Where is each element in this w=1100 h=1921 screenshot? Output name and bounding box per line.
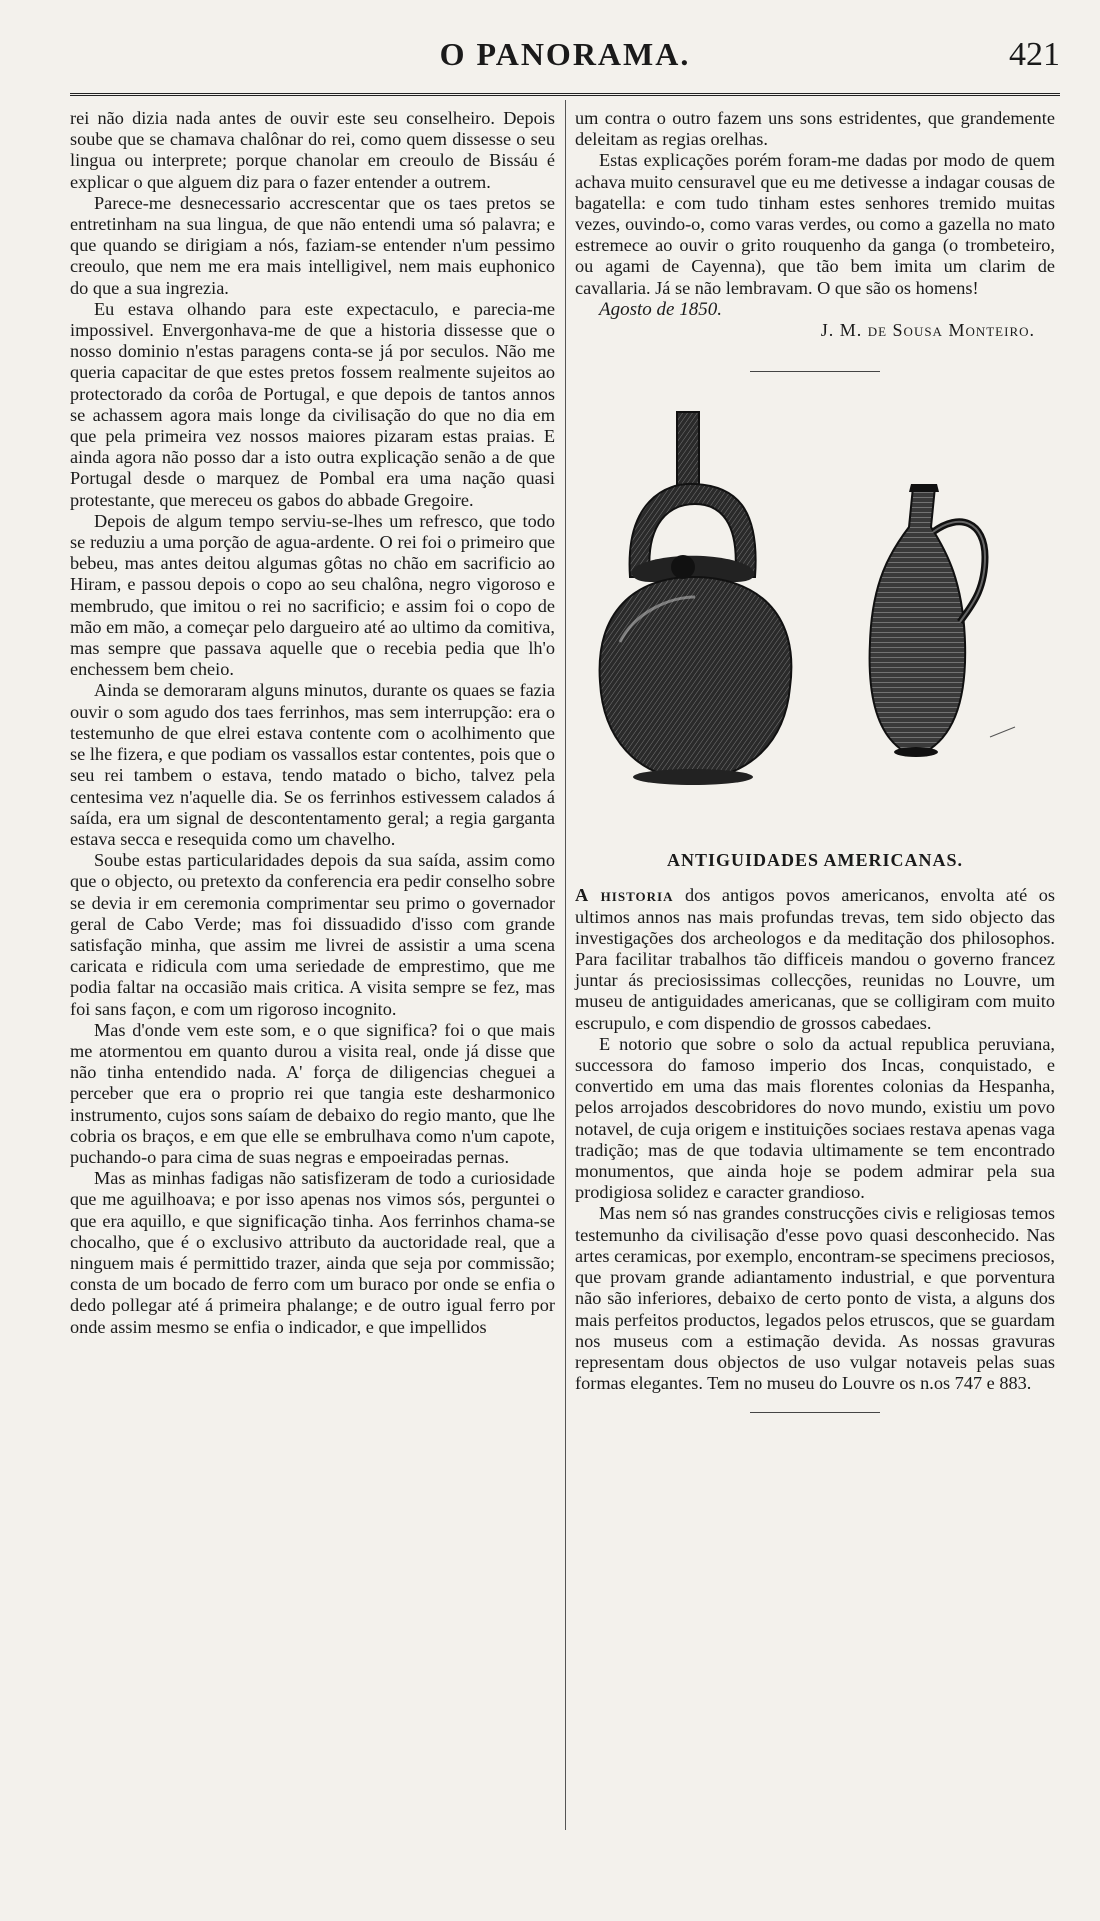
paragraph: um contra o outro fazem uns sons estridentes, que grandemente deleitam as regias orelhas. — [575, 108, 1055, 150]
right-column — [575, 108, 1055, 1413]
paragraph: Mas d'onde vem este som, e o que significa? foi o que mais me atormentou em quanto durou a visita real, onde já disse que não tinha entendido nada. A' força de diligencias cheguei a perceber que era o proprio rei que tangia este desharmonico instrumento, cujos sons saíam de debaixo do regio manto, que lhe cobria os braços, e em que elle se embrulhava como n'um capote, puchando-o para cima de suas negras e empoeiradas pernas. — [70, 1019, 555, 1167]
engraving-figure — [575, 392, 1055, 842]
paragraph: Soube estas particularidades depois da sua saída, assim como que o objecto, ou pretexto da conferencia era pedir conselho sobre se devia ir em ceremonia comprimentar seu primo o governador geral de Cabo Verde; mas foi dissuadido d'isso com grande satisfação minha, que assim me livrei de assistir a uma scena caricata e ridicula com uma seriedade de emprestimo, que me podia faltar na occasião mais critica. A visita sempre se fez, mas foi sans façon, e com um rigoroso incognito. — [70, 850, 555, 1019]
paragraph-text: dos antigos povos americanos, envolta até os ultimos annos nas mais profundas trevas, tem sido objecto das investigações dos archeologos e da meditação dos philosophos. Para facilitar trabalhos tão difficeis mandou o governo francez juntar ás preciosissimas collecções, reunidas no Louvre, um museu de antiguidades americanas, que se colligiram com muito escrupulo, e com dispendio de grossos cabedaes. — [575, 885, 1055, 1033]
section-rule — [750, 371, 880, 372]
ewer-vessel — [870, 484, 1015, 757]
newspaper-title: O PANORAMA. — [439, 36, 691, 72]
header-rule — [70, 93, 1060, 96]
paragraph: Estas explicações porém foram-me dadas por modo de quem achava muito censuravel que eu me detivesse a indagar cousas de bagatella: e com tudo tinham estes senhores tremido muitas vezes, ouvindo-o, como varas verdes, ou como a gazella no mato estremece ao ouvir o grito rouquenho da ganga (o trombeteiro, ou agami de Cayenna), que tão bem imita um clarim de cavallaria. Já se não lembravam. O que são os homens! — [575, 150, 1055, 298]
paragraph: Mas nem só nas grandes construcções civis e religiosas temos testemunho da civilisação d'esse povo quasi desconhecido. Nas artes ceramicas, por exemplo, encontram-se specimens preciosos, que provam grande adiantamento industrial, e que porventura não são inferiores, debaixo de certo ponto de vista, a alguns dos mais perfeitos productos, legados pelos etruscos, que se guardam nos museus com a estimação devida. As nossas gravuras representam dous objectos de uso vulgar notaveis pelas suas formas elegantes. Tem no museu do Louvre os n.os 747 e 883. — [575, 1203, 1055, 1394]
paragraph: Ainda se demoraram alguns minutos, durante os quaes se fazia ouvir o som agudo dos taes ferrinhos, mas sem interrupção: era o testemunho de que elrei estava contente com o acolhimento que se lhe fizera, e que podiam os vassallos estar contentes, pois que o seu rei tambem o estava, tendo matado o bicho, talvez pela centesima vez n'aquelle dia. Se os ferrinhos estivessem calados á saída, era um signal de descontentamento geral; a regia garganta estava secca e resequida como um chavelho. — [70, 680, 555, 849]
paragraph: E notorio que sobre o solo da actual republica peruviana, successora do famoso imperio dos Incas, conquistado, e convertido em uma das mais florentes colonias da Hespanha, pelos arrojados descobridores do novo mundo, existiu um povo notavel, de cuja origem e instituições sociaes restava apenas vaga tradição; mas de que todavia ultimamente se tem encontrado monumentos, que ainda hoje se podem admirar pela sua prodigiosa solidez e caracter grandioso. — [575, 1033, 1055, 1203]
column-divider — [565, 100, 566, 1830]
paragraph: Eu estava olhando para este expectaculo, e parecia-me impossivel. Envergonhava-me de que a historia dissesse que o nosso dominio n'estas paragens conta-se já por seculos. Não me queria capacitar de que estes pretos fossem realmente sujeitos ao protectorado da corôa de Portugal, e que depois de tantos annos se achassem agora mais longe da civilisação do que no dia em que pela primeira vez nossos maiores pizaram estas praias. E ainda agora não posso dar a isto outra explicação senão a de que Portugal desde o marquez de Pombal era uma nação quasi protestante, que mereceu os gabos do abbade Gregoire. — [70, 298, 555, 510]
left-column — [70, 108, 555, 1338]
author-signature: J. M. de Sousa Monteiro. — [820, 320, 1035, 341]
article-date: Agosto de 1850. — [599, 298, 722, 320]
stirrup-spout-vessel — [600, 412, 792, 785]
paragraph — [575, 885, 1055, 1033]
paragraph: Mas as minhas fadigas não satisfizeram de todo a curiosidade que me aguilhoava; e por isso apenas nos vimos sós, perguntei o que era aquillo, e que significação tinha. Aos ferrinhos chama-se chocalho, que é o exclusivo attributo da auctoridade real, que a ninguem mais é permittido trazer, ainda que seja por commissão; consta de um bocado de ferro com um buraco por onde se enfia o dedo pollegar até á primeira phalange; e de outro igual ferro por onde assim mesmo se enfia o indicador, e que impellidos — [70, 1168, 555, 1337]
page-number: 421 — [1009, 36, 1060, 73]
lead-caps: A historia — [575, 885, 674, 906]
paragraph: rei não dizia nada antes de ouvir este seu conselheiro. Depois soube que se chamava chalônar do rei, como quem dissesse o seu lingua ou interprete; porque chanolar em creoulo de Bissáu é explicar o que alguem diz para o fazer entender a outrem. — [70, 108, 555, 192]
paragraph: Depois de algum tempo serviu-se-lhes um refresco, que todo se reduziu a uma porção de agua-ardente. O rei foi o primeiro que bebeu, mas antes deitou algumas gôtas no chão em sacrificio ao Hiram, e passou depois o copo ao seu chalôna, negro vigoroso e membrudo, que imitou o rei no sacrificio; e assim foi o copo de mão em mão, a começar pelo dargueiro até ao ultimo da comitiva, mas sempre que passava aquelle que o recebia pedia que lh'o enchessem bem cheio. — [70, 510, 555, 680]
figure-caption: ANTIGUIDADES AMERICANAS. — [666, 850, 964, 871]
end-rule — [750, 1412, 880, 1413]
page-header — [70, 28, 1060, 88]
paragraph: Parece-me desnecessario accrescentar que os taes pretos se entretinham na sua lingua, de que não entendi uma só palavra; e que quando se dirigiam a nós, faziam-se entender n'um pessimo creoulo, que nem me era mais intelligivel, nem mais euphonico do que a sua ingrezia. — [70, 192, 555, 298]
peruvian-vessels-engraving — [575, 392, 1055, 842]
